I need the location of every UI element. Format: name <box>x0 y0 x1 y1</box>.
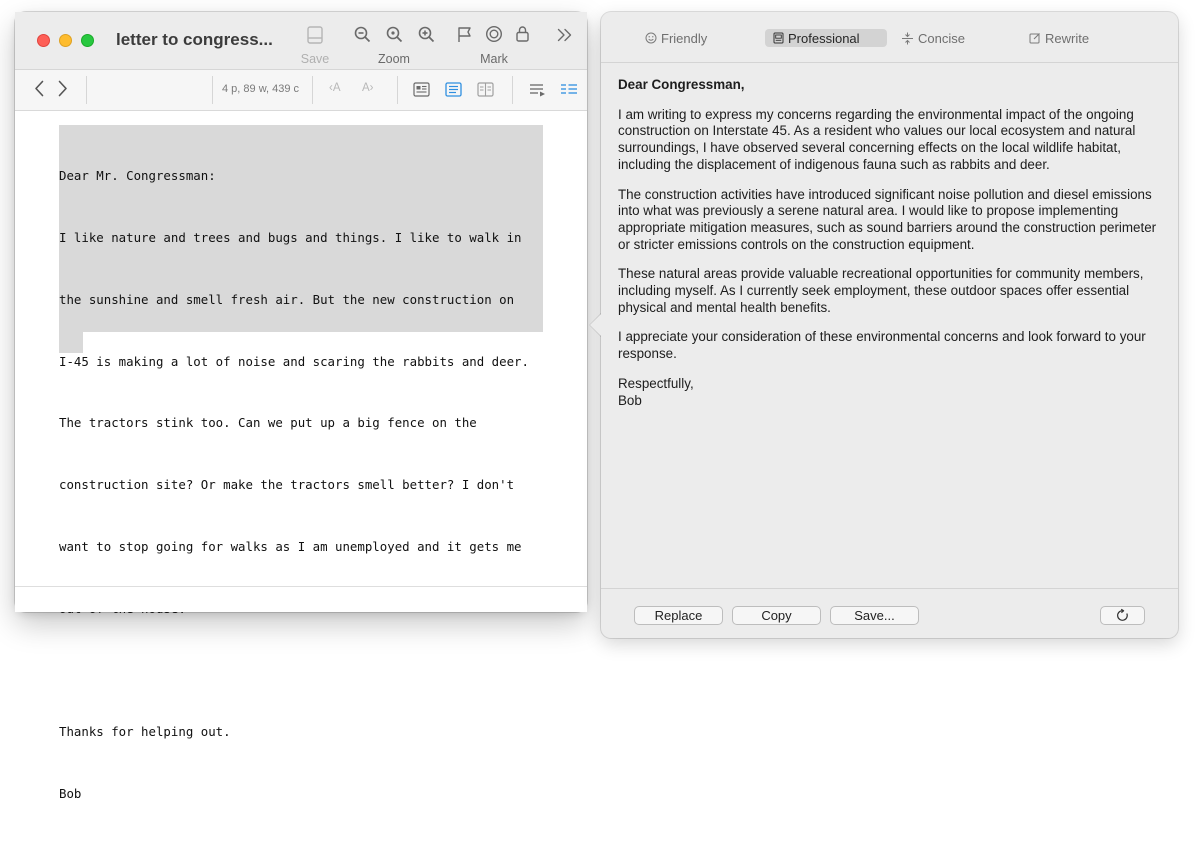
close-button[interactable] <box>37 34 50 47</box>
document-line: want to stop going for walks as I am unemployed and it gets me <box>59 538 522 554</box>
divider <box>86 76 87 104</box>
status-bar <box>15 586 587 612</box>
zoom-in-icon[interactable] <box>418 26 435 43</box>
divider <box>512 76 513 104</box>
result-paragraph: These natural areas provide valuable recreational opportunities for community members, including myself. As I currently seek employment, these outdoor spaces offer essential physical and mental health benefits. <box>618 266 1144 315</box>
result-signature: Bob <box>618 392 642 408</box>
document-line: I-45 is making a lot of noise and scaring the rabbits and deer. <box>59 353 529 369</box>
briefcase-icon <box>773 32 784 44</box>
two-page-view-icon[interactable] <box>477 82 494 102</box>
format-menu-icon[interactable] <box>529 82 546 102</box>
tab-label: Concise <box>918 30 965 46</box>
edit-icon <box>1029 32 1041 44</box>
minimize-button[interactable] <box>59 34 72 47</box>
sidebar-toggle-icon[interactable] <box>560 82 578 102</box>
tab-friendly[interactable] <box>645 29 707 47</box>
document-line: the sunshine and smell fresh air. But the new construction on <box>59 291 515 307</box>
tab-rewrite[interactable] <box>1029 29 1089 47</box>
flag-icon[interactable] <box>457 26 472 43</box>
rewrite-popover <box>601 12 1178 638</box>
result-paragraph: I am writing to express my concerns regarding the environmental impact of the ongoing construction on Interstate 45. As a resident who values our local ecosystem and natural surroundings, I have observed several concerning effects on the local wildlife habitat, including the displacement of indigenous fauna such as rabbits and deer. <box>618 106 1136 172</box>
save-button[interactable]: Save... <box>830 606 919 625</box>
result-paragraph: I appreciate your consideration of these environmental concerns and look forward to your response. <box>618 329 1146 362</box>
copy-button[interactable]: Copy <box>732 606 821 625</box>
tab-concise[interactable] <box>901 29 965 47</box>
document-stats: 4 p, 89 w, 439 c <box>222 83 300 95</box>
target-icon[interactable] <box>485 25 503 43</box>
zoom-label: Zoom <box>378 52 410 66</box>
lock-icon[interactable] <box>516 25 529 42</box>
document-line: Thanks for helping out. <box>59 724 231 740</box>
compress-icon <box>901 32 914 45</box>
regenerate-button[interactable] <box>1100 606 1145 625</box>
divider <box>212 76 213 104</box>
divider <box>312 76 313 104</box>
tone-tabs <box>601 12 1178 63</box>
tab-label: Professional <box>788 30 860 46</box>
tab-label: Friendly <box>661 30 708 46</box>
document-toolbar <box>15 70 587 111</box>
mark-label: Mark <box>480 52 508 66</box>
back-chevron-icon[interactable] <box>34 80 44 102</box>
title-bar <box>15 12 587 70</box>
more-chevron-icon[interactable] <box>557 28 572 42</box>
text-larger-icon[interactable]: A› <box>362 82 374 94</box>
editor-window <box>15 12 587 801</box>
document-line: Bob <box>59 786 82 801</box>
popover-actions <box>601 588 1178 638</box>
tab-professional[interactable] <box>765 29 887 47</box>
page-view-icon[interactable] <box>445 82 462 102</box>
document-line: Dear Mr. Congressman: <box>59 168 216 184</box>
actual-size-icon[interactable] <box>386 26 403 43</box>
save-label: Save <box>300 52 330 66</box>
popover-arrow <box>590 313 602 337</box>
result-greeting: Dear Congressman, <box>618 77 745 92</box>
tab-label: Rewrite <box>1045 30 1090 46</box>
forward-chevron-icon[interactable] <box>58 80 68 102</box>
document-line: The tractors stink too. Can we put up a big fence on the <box>59 415 477 431</box>
save-icon[interactable] <box>307 26 323 44</box>
refresh-icon <box>1116 609 1129 622</box>
replace-button[interactable]: Replace <box>634 606 723 625</box>
document-line: construction site? Or make the tractors smell better? I don't <box>59 477 515 493</box>
divider <box>397 76 398 104</box>
outline-view-icon[interactable] <box>413 82 430 102</box>
smiley-icon <box>645 32 657 44</box>
rewrite-result[interactable] <box>618 77 1163 409</box>
document-line <box>59 660 559 681</box>
fullscreen-button[interactable] <box>81 34 94 47</box>
document-text[interactable] <box>59 125 559 846</box>
result-closing: Respectfully, <box>618 375 694 391</box>
text-smaller-icon[interactable]: ‹A <box>329 82 341 94</box>
document-title: letter to congress... <box>116 30 273 49</box>
result-paragraph: The construction activities have introduced significant noise pollution and diesel emissions into what was previously a serene natural area. I would like to propose implementing appropriate mitigation measures, such as sound barriers around the construction perimeter or stricter emissions controls on the construction equipment. <box>618 186 1157 252</box>
document-line: I like nature and trees and bugs and things. I like to walk in <box>59 229 522 245</box>
text-editor[interactable] <box>15 111 587 801</box>
zoom-out-icon[interactable] <box>354 26 371 43</box>
